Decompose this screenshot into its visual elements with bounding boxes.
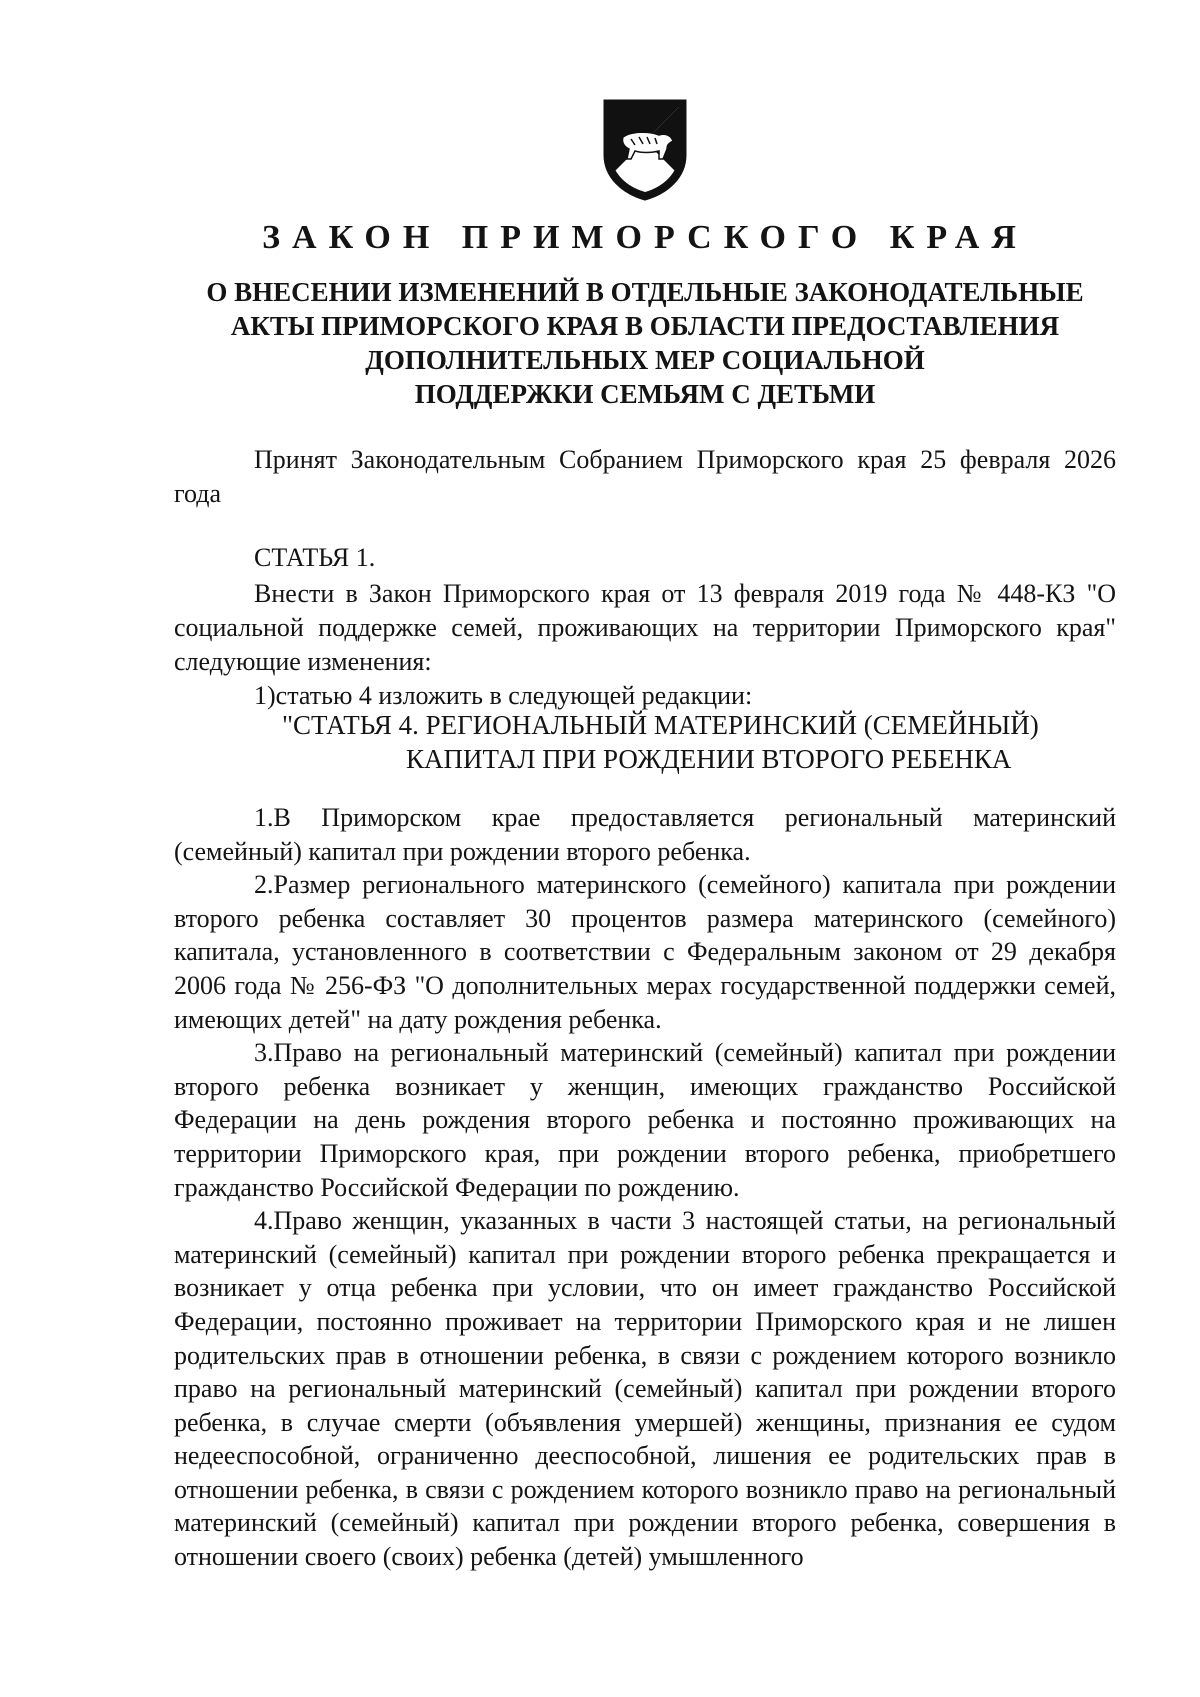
article-4-heading-line: "СТАТЬЯ 4. РЕГИОНАЛЬНЫЙ МАТЕРИНСКИЙ (СЕМЕЙНЫЙ) [282, 710, 1039, 740]
law-title: ЗАКОН ПРИМОРСКОГО КРАЯ [262, 219, 1028, 256]
article-4-heading [282, 708, 1082, 776]
subtitle-line: О ВНЕСЕНИИ ИЗМЕНЕНИЙ В ОТДЕЛЬНЫЕ ЗАКОНОДАТЕЛЬНЫЕ [206, 277, 1084, 307]
article-4-part: 1.В Приморском крае предоставляется региональный материнский (семейный) капитал при рождении второго ребенка. [174, 803, 1116, 866]
primorsky-krai-coat-of-arms-icon [601, 97, 689, 201]
article-4-part: 4.Право женщин, указанных в части 3 настоящей статьи, на региональный материнский (семейный) капитал при рождении второго ребенка прекращается и возникает у отца ребенка при условии, что он имеет гражданство Российской Федерации, постоянно проживает на территории Приморского края и не лишен родительских прав в отношении ребенка, в связи с рождением которого возникло право на региональный материнский (семейный) капитал при рождении второго ребенка, в случае смерти (объявления умершей) женщины, признания ее судом недееспособной, ограниченно дееспособной, лишения ее родительских прав в отношении ребенка, в связи с рождением которого возникло право на региональный материнский (семейный) капитал при рождении второго ребенка, совершения в отношении своего (своих) ребенка (детей) умышленного [174, 1206, 1116, 1572]
subtitle-line: ДОПОЛНИТЕЛЬНЫХ МЕР СОЦИАЛЬНОЙ [365, 345, 925, 375]
article-4-part: 2.Размер регионального материнского (семейного) капитала при рождении второго ребенка составляет 30 процентов размера материнского (семейного) капитала, установленного в соответствии с Федеральным законом от 29 декабря 2006 года № 256-ФЗ "О дополнительных мерах государственной поддержки семей, имеющих детей" на дату рождения ребенка. [174, 870, 1116, 1034]
article-1-heading: СТАТЬЯ 1. [254, 543, 376, 572]
article-4-heading-line: КАПИТАЛ ПРИ РОЖДЕНИИ ВТОРОГО РЕБЕНКА [406, 744, 1012, 774]
article-4-parts [174, 801, 1116, 1574]
article-4-part: 3.Право на региональный материнский (семейный) капитал при рождении второго ребенка возникает у женщин, имеющих гражданство Российской Федерации на день рождения второго ребенка и постоянно проживающих на территории Приморского края, при рождении второго ребенка, приобретшего гражданство Российской Федерации по рождению. [174, 1038, 1116, 1202]
article-1-item-1: 1)статью 4 изложить в следующей редакции: [254, 681, 753, 710]
law-subtitle [175, 275, 1115, 411]
subtitle-line: АКТЫ ПРИМОРСКОГО КРАЯ В ОБЛАСТИ ПРЕДОСТАВЛЕНИЯ [230, 311, 1060, 341]
article-1-body [174, 577, 1116, 713]
subtitle-line: ПОДДЕРЖКИ СЕМЬЯМ С ДЕТЬМИ [414, 379, 876, 409]
adoption-note: Принят Законодательным Собранием Приморского края 25 февраля 2026 года [174, 445, 1116, 508]
article-1-intro: Внести в Закон Приморского края от 13 февраля 2019 года № 448-КЗ "О социальной поддержке семей, проживающих на территории Приморского края" следующие изменения: [174, 579, 1116, 676]
